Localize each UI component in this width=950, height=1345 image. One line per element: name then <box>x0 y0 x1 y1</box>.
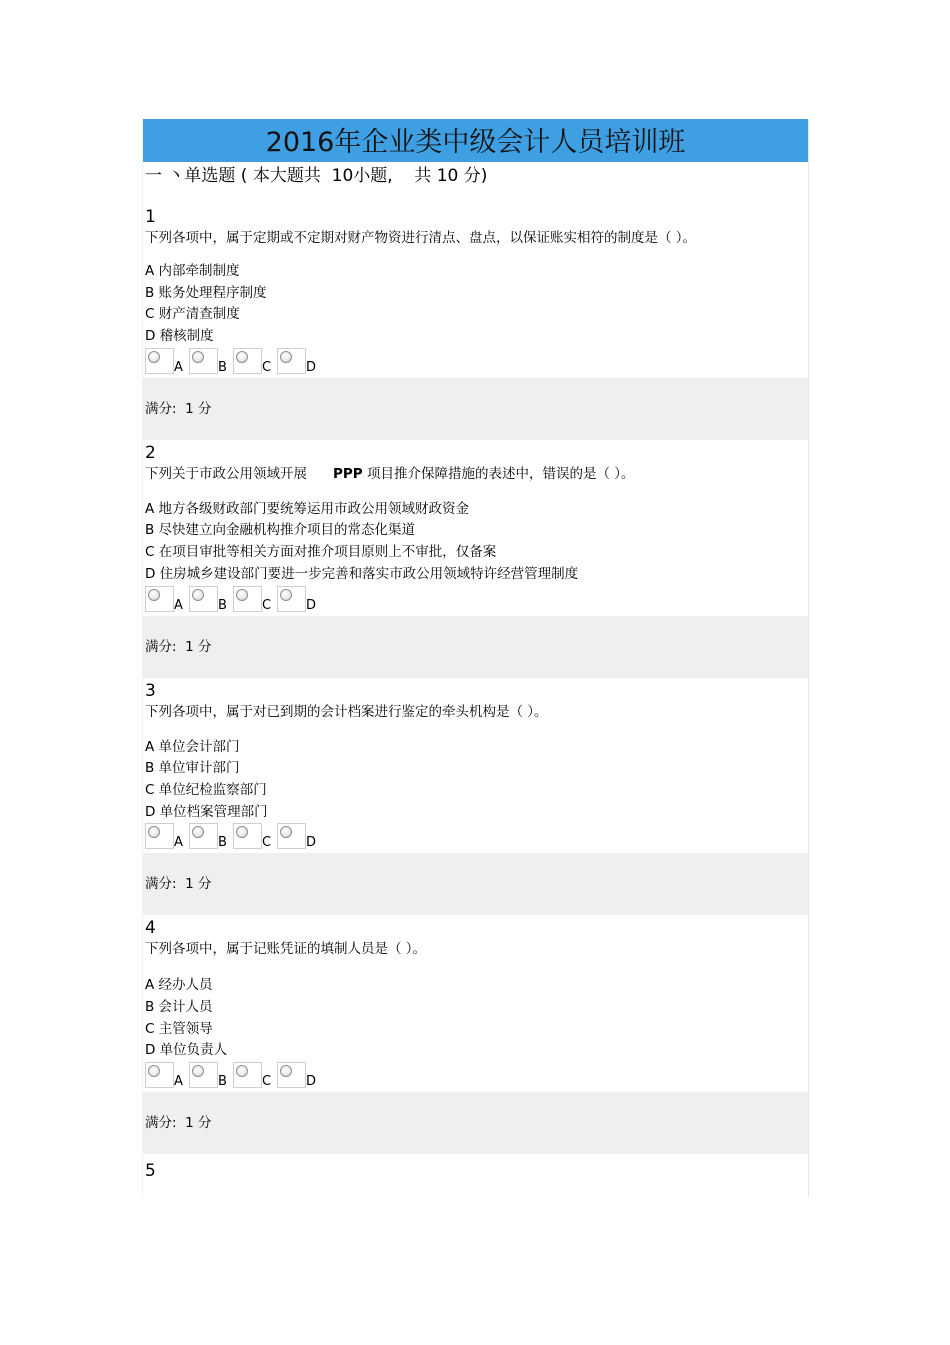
radio-icon <box>148 1065 160 1077</box>
question-text-part: 下列关于市政公用领域开展 <box>145 465 307 482</box>
option-c: C 主管领导 <box>145 1020 213 1037</box>
radio-a[interactable] <box>145 586 174 612</box>
radio-b[interactable] <box>189 1062 218 1088</box>
question-2 <box>143 442 808 678</box>
radio-label-d: D <box>306 1074 317 1089</box>
radio-label-c: C <box>262 835 272 851</box>
question-number: 3 <box>145 680 156 701</box>
radio-label-c: C <box>262 1074 272 1089</box>
radio-icon <box>148 589 160 601</box>
radio-label-b: B <box>218 835 227 851</box>
question-text: 下列各项中，属于记账凭证的填制人员是（ ）。 <box>145 941 427 958</box>
score-label: 满分: 1 分 <box>145 1115 212 1131</box>
question-number: 1 <box>145 207 156 227</box>
radio-label-d: D <box>306 597 317 613</box>
radio-a[interactable] <box>145 348 174 374</box>
option-d: D 住房城乡建设部门要进一步完善和落实市政公用领域特许经营管理制度 <box>145 565 579 582</box>
option-c: C 单位纪检监察部门 <box>145 781 267 798</box>
radio-label-b: B <box>218 597 227 613</box>
radio-icon <box>192 1065 204 1077</box>
radio-icon <box>236 1065 248 1077</box>
option-a: A 单位会计部门 <box>145 738 240 755</box>
radio-icon <box>192 351 204 363</box>
score-label: 满分: 1 分 <box>145 400 212 417</box>
radio-icon <box>236 589 248 601</box>
radio-label-b: B <box>218 1074 227 1089</box>
radio-b[interactable] <box>189 823 218 849</box>
question-text: 下列各项中，属于对已到期的会计档案进行鉴定的牵头机构是（ ）。 <box>145 703 548 720</box>
question-3 <box>143 680 808 916</box>
question-5 <box>143 1160 808 1182</box>
radio-d[interactable] <box>277 1062 306 1088</box>
radio-label-a: A <box>174 359 183 375</box>
radio-label-a: A <box>174 835 183 851</box>
answer-radio-group <box>143 586 808 614</box>
radio-c[interactable] <box>233 823 262 849</box>
radio-icon <box>280 351 292 363</box>
radio-a[interactable] <box>145 823 174 849</box>
radio-label-c: C <box>262 597 272 613</box>
question-number: 5 <box>145 1161 156 1181</box>
radio-label-b: B <box>218 359 227 375</box>
question-1 <box>143 206 808 440</box>
score-bar <box>143 378 808 440</box>
radio-label-d: D <box>306 835 317 851</box>
radio-d[interactable] <box>277 586 306 612</box>
radio-b[interactable] <box>189 348 218 374</box>
question-number: 4 <box>145 918 156 939</box>
radio-icon <box>280 1065 292 1077</box>
question-number: 2 <box>145 442 156 463</box>
question-text-bold: PPP <box>333 465 363 482</box>
score-bar <box>143 616 808 678</box>
score-bar <box>143 1092 808 1154</box>
option-d: D 稽核制度 <box>145 328 214 345</box>
option-c: C 财产清查制度 <box>145 306 240 323</box>
option-d: D 单位档案管理部门 <box>145 803 268 820</box>
score-label: 满分: 1 分 <box>145 638 212 655</box>
radio-a[interactable] <box>145 1062 174 1088</box>
option-a: A 经办人员 <box>145 977 213 994</box>
section-header: 一 丶单选题 ( 本大题共 10小题, 共 10 分) <box>145 166 488 186</box>
option-b: B 尽快建立向金融机构推介项目的常态化渠道 <box>145 522 416 539</box>
option-b: B 会计人员 <box>145 998 213 1015</box>
option-b: B 单位审计部门 <box>145 760 240 777</box>
radio-icon <box>192 826 204 838</box>
radio-icon <box>236 351 248 363</box>
radio-icon <box>148 351 160 363</box>
option-c: C 在项目审批等相关方面对推介项目原则上不审批，仅备案 <box>145 544 497 561</box>
score-label: 满分: 1 分 <box>145 876 212 893</box>
question-4 <box>143 917 808 1154</box>
radio-label-a: A <box>174 597 183 613</box>
score-bar <box>143 853 808 915</box>
exam-page <box>142 119 809 1197</box>
page-title: 2016年企业类中级会计人员培训班 <box>143 119 808 162</box>
question-text: 下列各项中，属于定期或不定期对财产物资进行清点、盘点，以保证账实相符的制度是（ ）。 <box>145 230 697 246</box>
answer-radio-group <box>143 1062 808 1090</box>
radio-icon <box>280 826 292 838</box>
option-a: A 内部牵制制度 <box>145 263 240 279</box>
question-text-part: 项目推介保障措施的表述中，错误的是（ ）。 <box>362 465 635 482</box>
radio-label-d: D <box>306 359 317 375</box>
radio-label-c: C <box>262 359 272 375</box>
radio-icon <box>192 589 204 601</box>
option-a: A 地方各级财政部门要统筹运用市政公用领域财政资金 <box>145 500 470 517</box>
answer-radio-group <box>143 823 808 851</box>
radio-icon <box>236 826 248 838</box>
radio-b[interactable] <box>189 586 218 612</box>
radio-icon <box>148 826 160 838</box>
option-b: B 账务处理程序制度 <box>145 284 267 301</box>
radio-d[interactable] <box>277 348 306 374</box>
question-text <box>143 464 808 485</box>
radio-c[interactable] <box>233 348 262 374</box>
radio-c[interactable] <box>233 586 262 612</box>
answer-radio-group <box>143 348 808 376</box>
radio-label-a: A <box>174 1074 183 1089</box>
radio-icon <box>280 589 292 601</box>
option-d: D 单位负责人 <box>145 1042 228 1059</box>
radio-c[interactable] <box>233 1062 262 1088</box>
radio-d[interactable] <box>277 823 306 849</box>
